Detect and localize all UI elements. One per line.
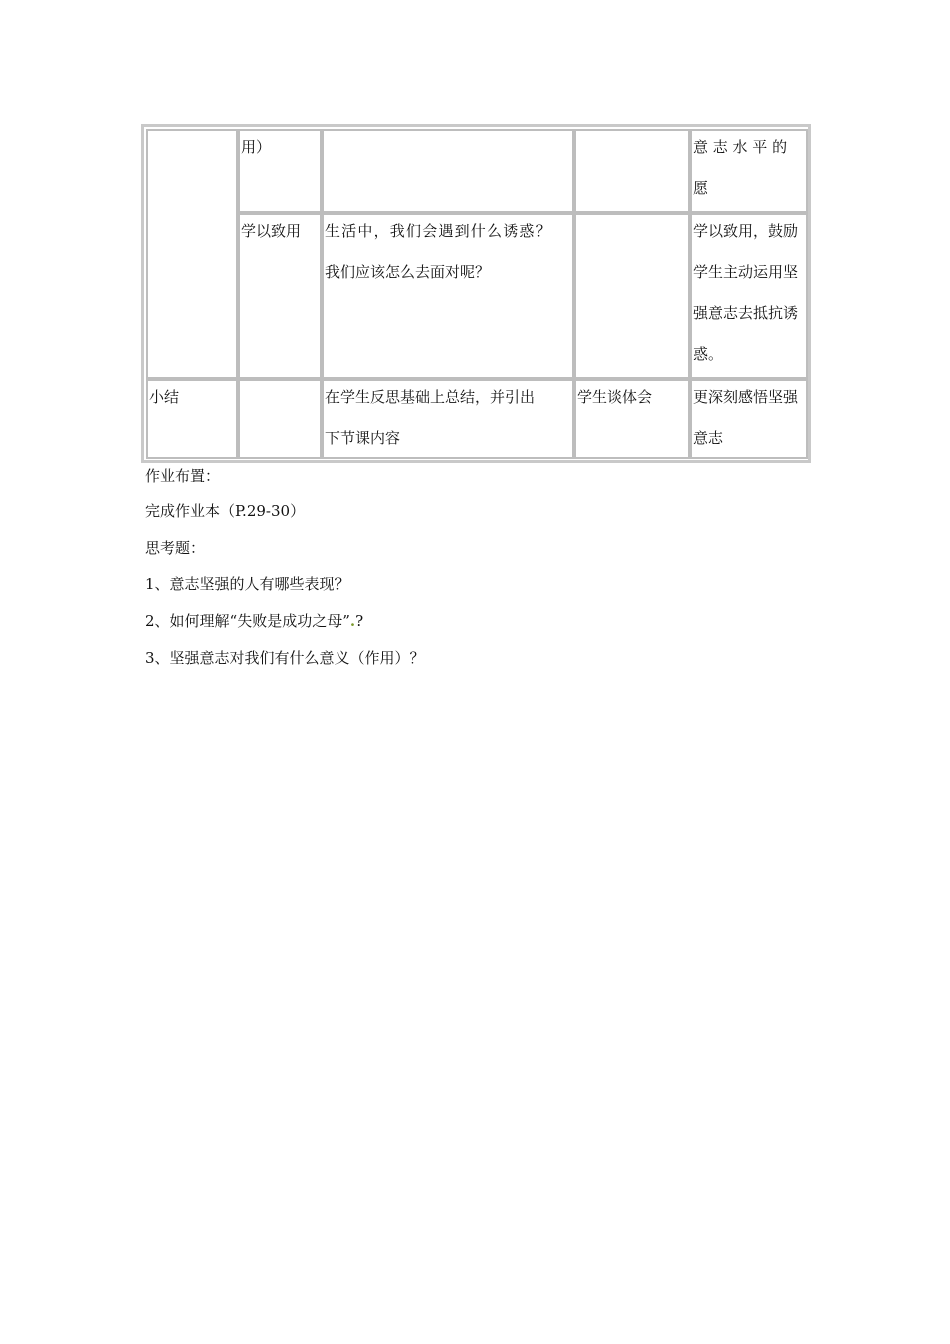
table-cell-r2-c4 [574, 213, 690, 379]
question-item-1: 1、意志坚强的人有哪些表现？ [145, 575, 350, 593]
table-cell-r2-c3 [322, 213, 574, 379]
homework-task: 完成作业本（P.29-30） [145, 502, 306, 520]
table-cell-r3-c1 [146, 379, 238, 459]
homework-heading: 作业布置： [145, 467, 221, 485]
question-item-2-mark: . [349, 612, 356, 630]
cell-text: 学生主动运用坚 [693, 263, 799, 281]
cell-text: 学以致用 [241, 222, 302, 240]
cell-text: 小结 [149, 388, 180, 406]
cell-text: 意志 [693, 429, 724, 447]
question-item-2 [145, 611, 363, 631]
table-cell-r1-c2 [238, 129, 322, 213]
cell-text: 意 志 水 平 的 愿 [693, 138, 788, 197]
cell-text: 下节课内容 [325, 429, 401, 447]
table-cell-r3-c2 [238, 379, 322, 459]
question-item-2-text: 2、如何理解“失败是成功之母” [145, 612, 350, 630]
cell-text: 更深刻感悟坚强 [693, 388, 799, 406]
questions-heading: 思考题： [145, 539, 206, 557]
table-cell-r3-c3 [322, 379, 574, 459]
table-cell-r1-c1 [146, 129, 238, 379]
cell-text: 我们应该怎么去面对呢？ [325, 263, 491, 281]
table-cell-r2-c5 [690, 213, 808, 379]
cell-text: 学生谈体会 [577, 388, 653, 406]
question-item-2-tail: ? [355, 612, 364, 630]
table-cell-r2-c2 [238, 213, 322, 379]
table-cell-r1-c5 [690, 129, 808, 213]
cell-text: 惑。 [693, 345, 724, 363]
cell-text: 在学生反思基础上总结，并引出 [325, 388, 536, 406]
cell-text: 用） [241, 138, 272, 156]
lesson-table [141, 124, 811, 463]
cell-text: 学以致用，鼓励 [693, 222, 799, 240]
table-cell-r1-c4 [574, 129, 690, 213]
table-cell-r3-c5 [690, 379, 808, 459]
table-cell-r1-c3 [322, 129, 574, 213]
cell-text: 强意志去抵抗诱 [693, 304, 799, 322]
question-item-3: 3、坚强意志对我们有什么意义（作用）？ [145, 649, 425, 667]
cell-text: 生活中，我们会遇到什么诱惑？ [325, 222, 552, 240]
table-cell-r3-c4 [574, 379, 690, 459]
